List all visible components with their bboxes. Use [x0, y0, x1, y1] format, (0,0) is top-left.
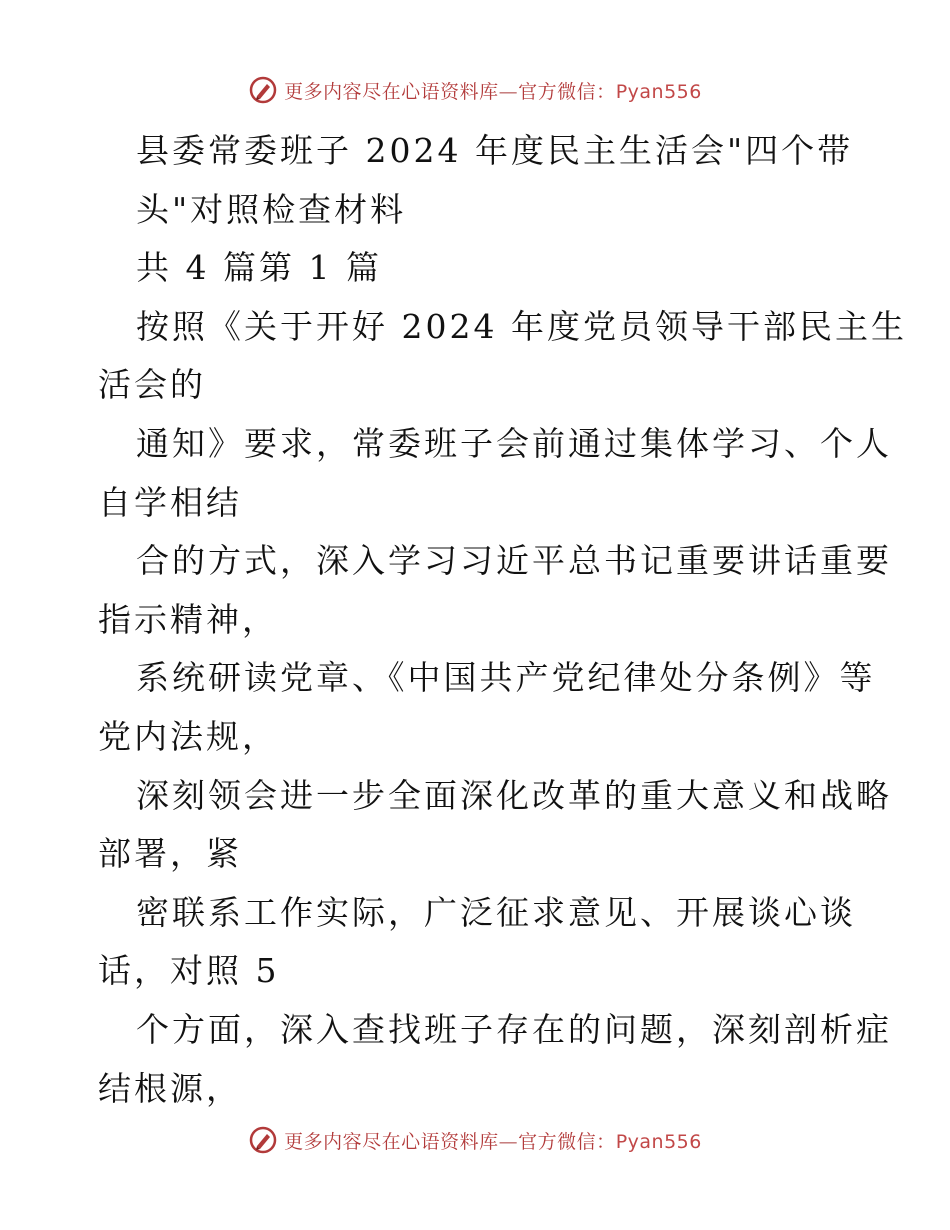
document-line: 共 4 篇第 1 篇 — [136, 248, 382, 288]
document-line: 个方面，深入查找班子存在的问题，深刻剖析症 — [136, 1009, 892, 1049]
document-line: 话，对照 5 — [98, 951, 280, 991]
header-banner-text — [284, 77, 702, 104]
document-line: 合的方式，深入学习习近平总书记重要讲话重要 — [136, 541, 892, 581]
document-title-line: 县委常委班子 2024 年度民主生活会"四个带 — [136, 131, 854, 170]
footer-banner-slogan: 更多内容尽在心语资料库 — [284, 1130, 499, 1153]
document-line: 深刻领会进一步全面深化改革的重大意义和战略 — [136, 775, 892, 815]
footer-banner-separator: — — [498, 1130, 519, 1153]
footer-banner — [0, 1120, 950, 1160]
footer-banner-label: 官方微信： — [518, 1130, 616, 1153]
document-line: 密联系工作实际，广泛征求意见、开展谈心谈 — [136, 892, 856, 932]
logo-icon — [248, 1125, 278, 1155]
header-banner-label: 官方微信： — [518, 80, 616, 103]
logo-icon — [248, 75, 278, 105]
header-banner-separator: — — [498, 80, 519, 103]
document-body — [98, 122, 907, 1118]
document-line: 头"对照检查材料 — [136, 189, 407, 229]
header-banner — [0, 70, 950, 110]
document-line: 部署，紧 — [98, 834, 242, 874]
header-banner-slogan: 更多内容尽在心语资料库 — [284, 80, 499, 103]
document-line: 结根源， — [98, 1068, 242, 1108]
document-line: 自学相结 — [98, 482, 242, 522]
document-line: 党内法规， — [98, 716, 278, 756]
document-line: 通知》要求，常委班子会前通过集体学习、个人 — [136, 423, 892, 463]
footer-banner-text — [284, 1127, 702, 1154]
document-line: 按照《关于开好 2024 年度党员领导干部民主生 — [136, 306, 907, 346]
footer-banner-account: Pyan556 — [615, 1130, 702, 1153]
header-banner-account: Pyan556 — [615, 80, 702, 103]
document-line: 系统研读党章、《中国共产党纪律处分条例》等 — [136, 658, 876, 698]
document-line: 指示精神， — [98, 599, 278, 639]
document-line: 活会的 — [98, 365, 206, 405]
